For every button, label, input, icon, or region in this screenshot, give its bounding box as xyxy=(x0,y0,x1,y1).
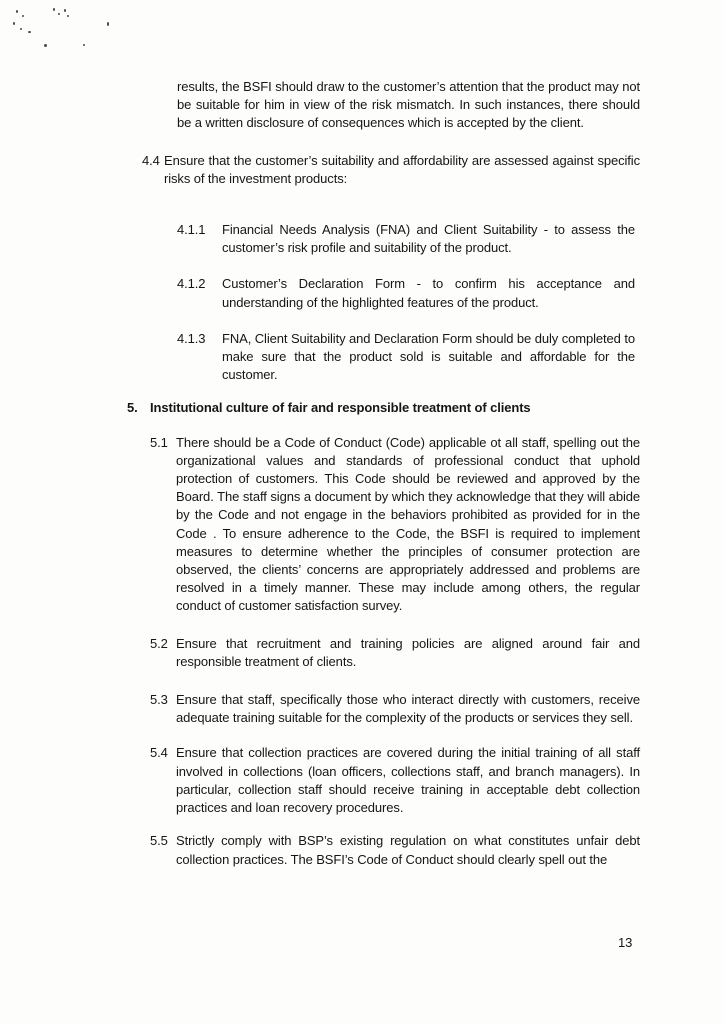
item-number: 5.4 xyxy=(150,745,168,761)
item-text: Ensure that staff, specifically those who interact directly with customers, receive adequate training suitable for the complexity of the products or services they sell. xyxy=(176,692,640,726)
scan-speck xyxy=(20,28,22,30)
section-5-heading xyxy=(127,399,640,417)
scan-speck xyxy=(67,15,69,17)
item-number: 5.3 xyxy=(150,692,168,708)
item-number: 5.1 xyxy=(150,434,168,450)
item-text: Ensure that collection practices are covered during the initial training of all staff involved in collections (loan officers, collections staff, and branch managers). In particular, collection staff should receive training in acceptable debt collection practices and loan recovery procedures. xyxy=(176,745,640,816)
list-item-5-2 xyxy=(150,635,640,671)
scan-speck xyxy=(83,44,85,46)
scan-speck xyxy=(64,9,66,12)
scan-speck xyxy=(13,22,15,25)
scan-speck xyxy=(107,22,109,26)
item-number: 4.1.3 xyxy=(177,330,206,346)
item-number: 4.1.2 xyxy=(177,276,206,292)
list-item-4-1-1 xyxy=(177,221,635,257)
list-item-5-3 xyxy=(150,691,640,727)
document-body xyxy=(0,78,724,869)
item-number: 5.2 xyxy=(150,635,168,651)
scan-speck xyxy=(28,31,31,33)
section-number: 5. xyxy=(127,400,138,416)
item-text: Ensure that the customer’s suitability and affordability are assessed against specific risks of the investment products: xyxy=(164,152,640,186)
item-text: Customer’s Declaration Form - to confirm his acceptance and understanding of the highlighted features of the product. xyxy=(222,276,635,310)
list-item-4-1-3 xyxy=(177,330,635,385)
scan-speck xyxy=(16,10,18,13)
list-item-5-4 xyxy=(150,744,640,817)
item-text: Ensure that recruitment and training policies are aligned around fair and responsible treatment of clients. xyxy=(176,635,640,669)
page-number: 13 xyxy=(618,935,633,950)
item-text: Strictly comply with BSP’s existing regulation on what constitutes unfair debt collection practices. The BSFI’s Code of Conduct should clearly spell out the xyxy=(176,833,640,867)
scan-speck xyxy=(58,13,60,15)
scan-speck xyxy=(22,15,24,17)
item-number: 5.5 xyxy=(150,833,168,849)
list-item-4-4 xyxy=(142,152,640,188)
item-number: 4.1.1 xyxy=(177,222,206,238)
section-title: Institutional culture of fair and responsible treatment of clients xyxy=(150,400,531,416)
scan-speck xyxy=(53,8,55,11)
intro-paragraph: results, the BSFI should draw to the customer’s attention that the product may not be suitable for him in view of the risk mismatch. In such instances, there should be a written disclosure of consequences which is accepted by the client. xyxy=(177,79,640,131)
item-number: 4.4 xyxy=(142,152,160,168)
item-text: Financial Needs Analysis (FNA) and Client Suitability - to assess the customer’s risk profile and suitability of the product. xyxy=(222,222,635,256)
list-item-5-5 xyxy=(150,832,640,868)
list-item-4-1-2 xyxy=(177,275,635,311)
item-text: There should be a Code of Conduct (Code) applicable ot all staff, spelling out the organizational values and standards of professional conduct that uphold protection of customers. This Code should be reviewed and approved by the Board. The staff signs a document by which they acknowledge that they will abide by the Code and not engage in the behaviors prohibited as provided for in the Code . To ensure adherence to the Code, the BSFI is required to implement measures to determine whether the principles of consumer protection are observed, the clients’ concerns are appropriately addressed and problems are resolved in a timely manner. These may include among others, the regular conduct of customer satisfaction survey. xyxy=(176,434,640,614)
item-text: FNA, Client Suitability and Declaration Form should be duly completed to make sure that the product sold is suitable and affordable for the customer. xyxy=(222,330,635,383)
list-item-5-1 xyxy=(150,434,640,616)
scan-speck xyxy=(44,44,47,47)
